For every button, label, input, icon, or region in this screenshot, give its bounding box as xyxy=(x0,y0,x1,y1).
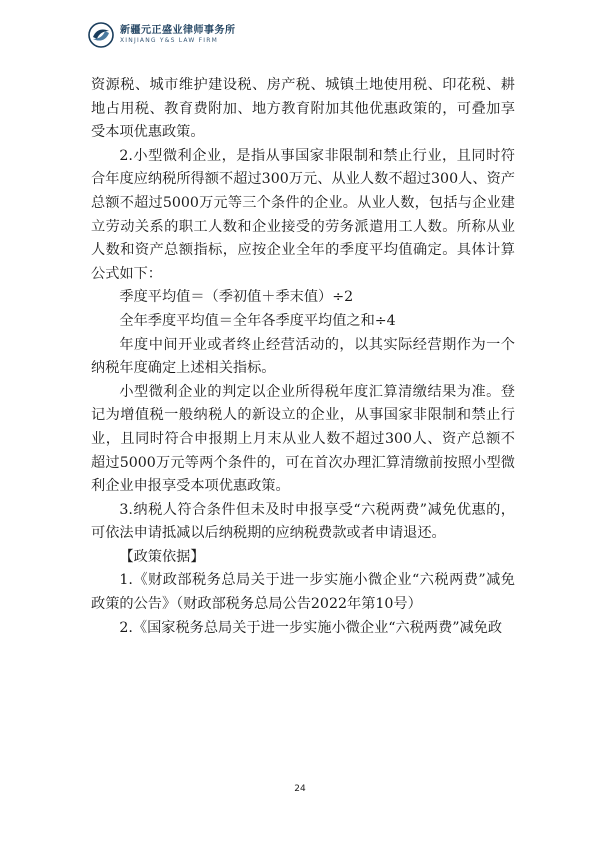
paragraph: 资源税、城市维护建设税、房产税、城镇土地使用税、印花税、耕地占用税、教育费附加、地方教育附加其他优惠政策的，可叠加享受本项优惠政策。 xyxy=(91,77,515,141)
document-body xyxy=(91,74,515,640)
formula: 季度平均值＝（季初值＋季末值）÷2 xyxy=(119,289,354,306)
paragraph: 年度中间开业或者终止经营活动的，以其实际经营期作为一个纳税年度确定上述相关指标。 xyxy=(91,336,515,377)
firm-name xyxy=(120,25,236,45)
firm-name-en: XINJIANG Y&S LAW FIRM xyxy=(120,37,218,44)
paragraph: 3.纳税人符合条件但未及时申报享受“六税两费”减免优惠的，可依法申请抵减以后纳税期的应纳税费款或者申请退还。 xyxy=(91,501,515,542)
policy-reference: 1.《财政部税务总局关于进一步实施小微企业“六税两费”减免政策的公告》（财政部税务总局公告2022年第10号） xyxy=(91,572,515,613)
page-header xyxy=(88,18,236,52)
policy-reference: 2.《国家税务总局关于进一步实施小微企业“六税两费”减免政 xyxy=(119,619,503,636)
law-firm-logo-icon xyxy=(88,22,114,48)
formula: 全年季度平均值＝全年各季度平均值之和÷4 xyxy=(119,312,396,329)
section-heading: 【政策依据】 xyxy=(119,548,205,565)
paragraph: 小型微利企业的判定以企业所得税年度汇算清缴结果为准。登记为增值税一般纳税人的新设立的企业，从事国家非限制和禁止行业，且同时符合申报期上月末从业人数不超过300人、资产总额不超过5000万元等两个条件的，可在首次办理汇算清缴前按照小型微利企业申报享受本项优惠政策。 xyxy=(91,383,515,495)
paragraph: 2.小型微利企业，是指从事国家非限制和禁止行业，且同时符合年度应纳税所得额不超过300万元、从业人数不超过300人、资产总额不超过5000万元等三个条件的企业。从业人数，包括与企业建立劳动关系的职工人数和企业接受的劳务派遣用工人数。所称从业人数和资产总额指标，应按企业全年的季度平均值确定。具体计算公式如下： xyxy=(91,147,515,282)
page-number: 24 xyxy=(294,784,306,794)
firm-name-cn: 新疆元正盛业律师事务所 xyxy=(120,25,236,36)
